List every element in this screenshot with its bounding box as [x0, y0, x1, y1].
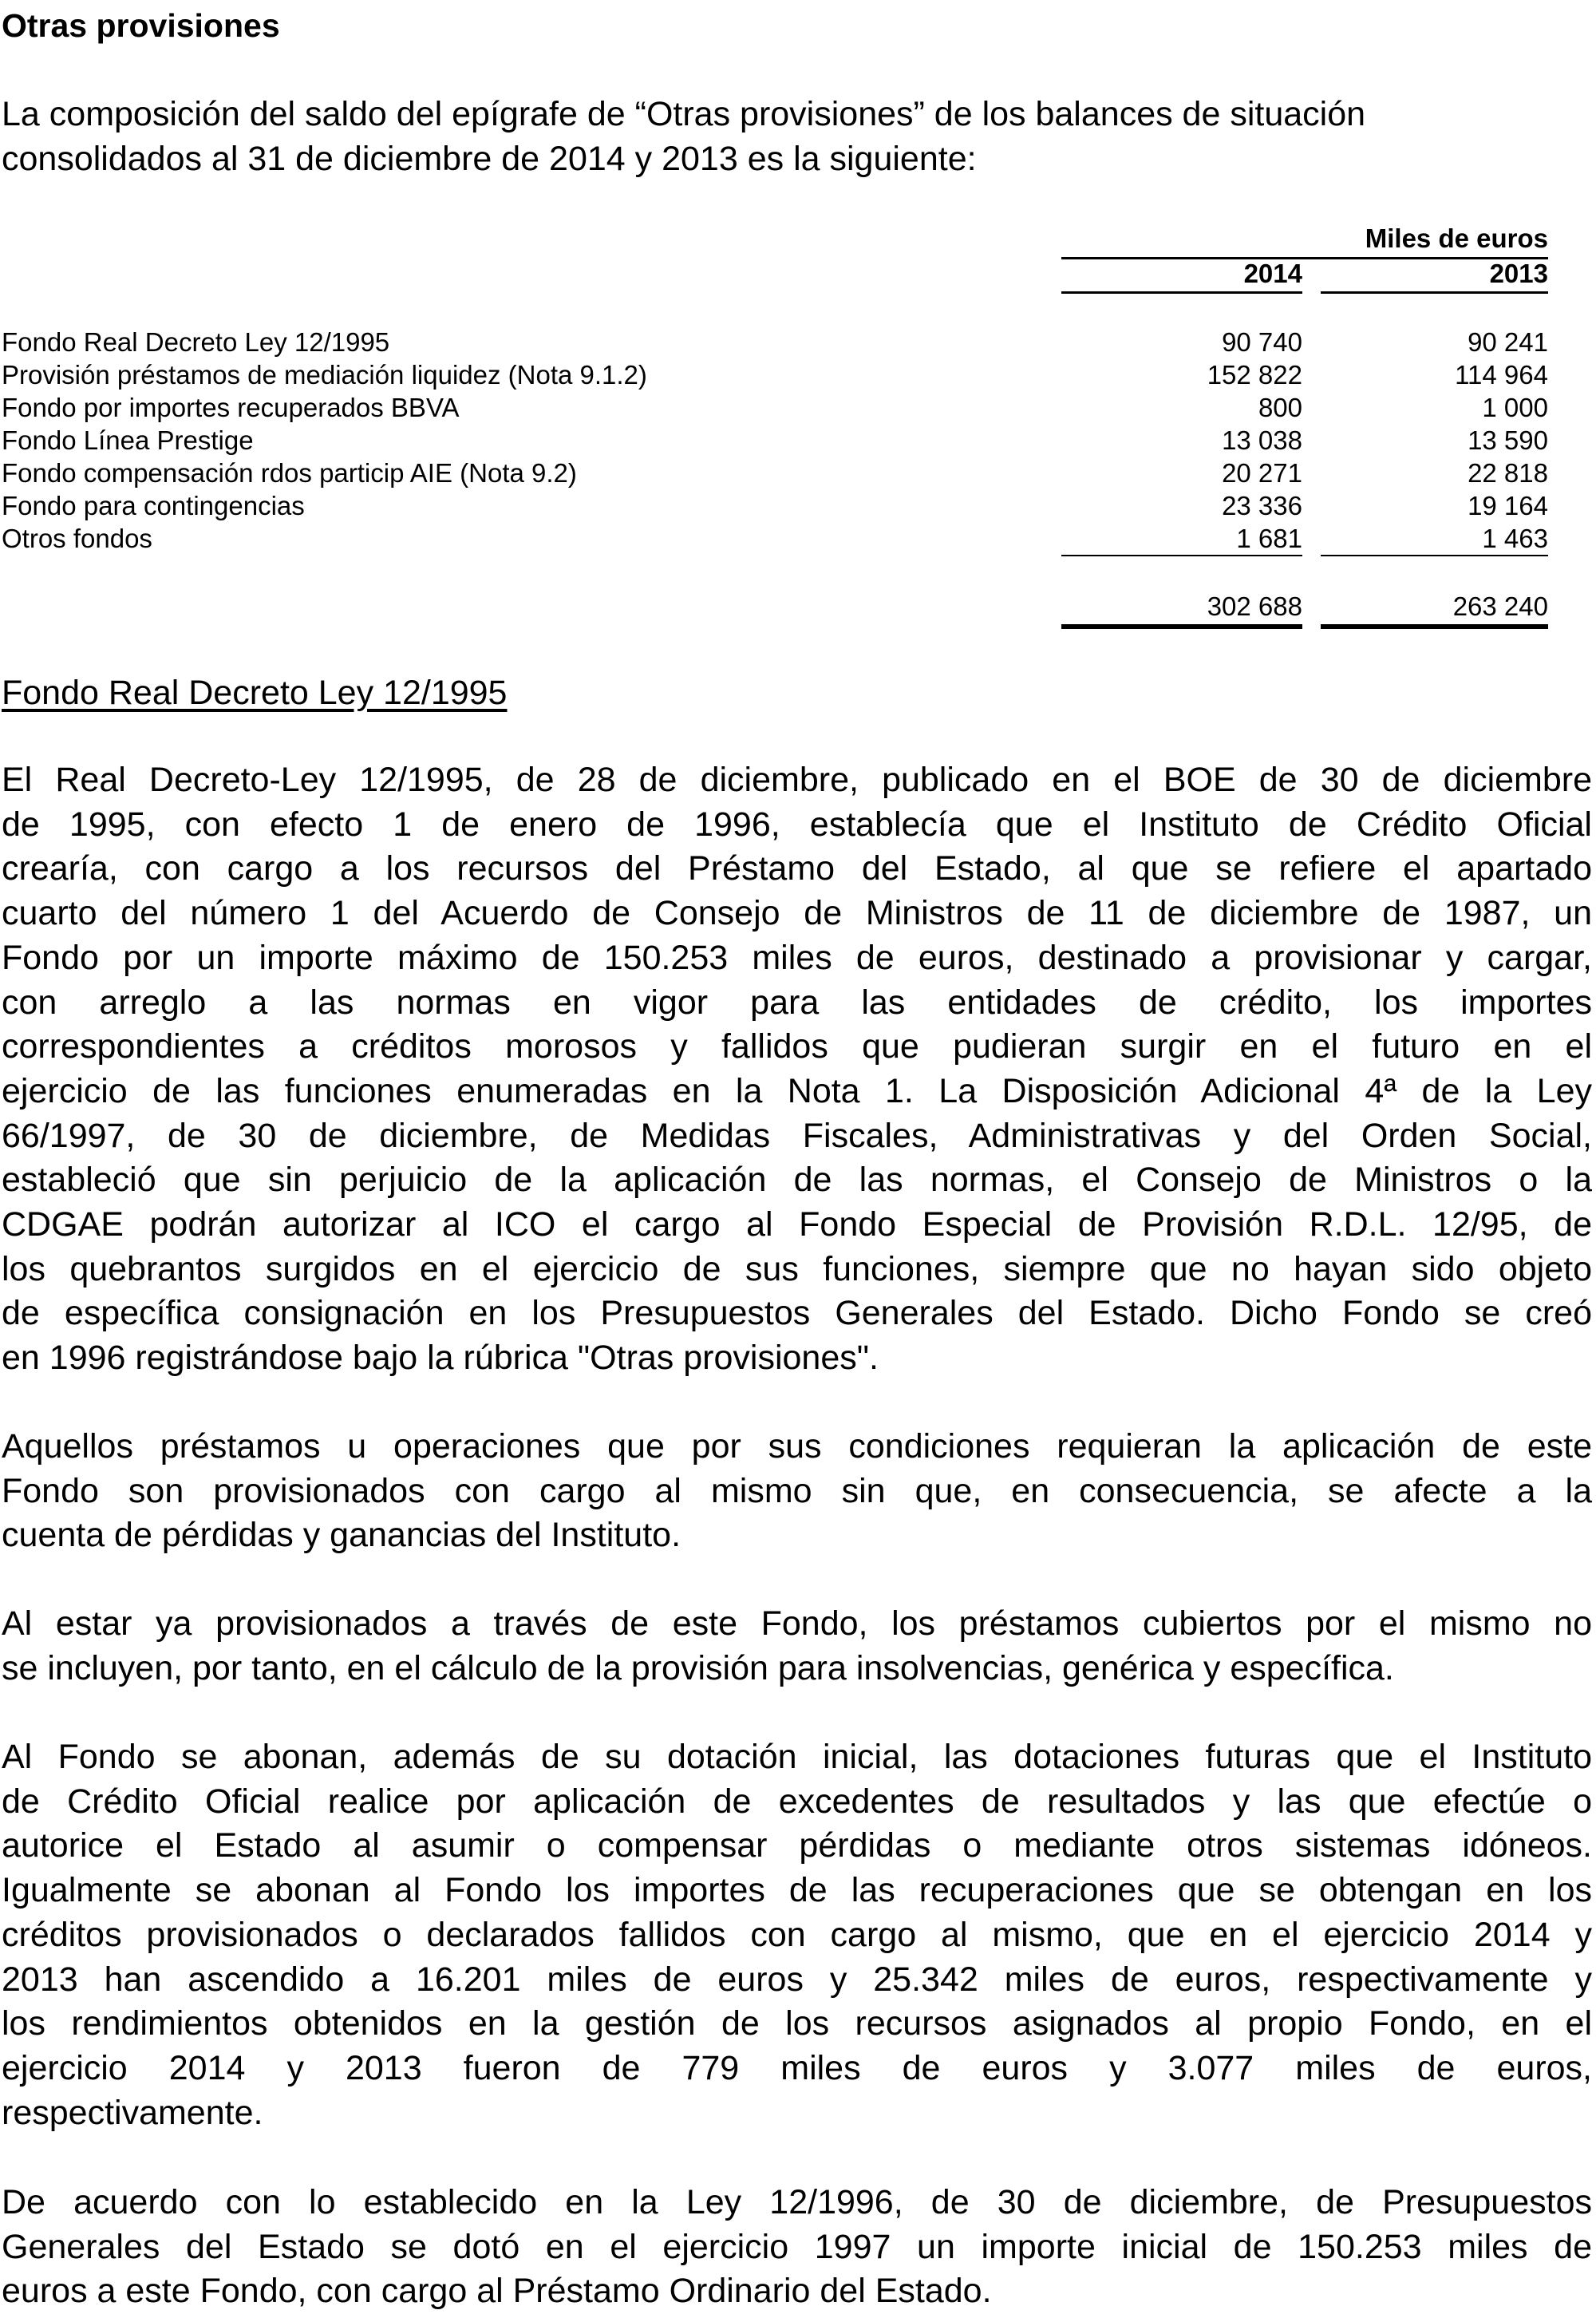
row-value-2013: 1 000 — [1482, 393, 1548, 422]
paragraph-line: Igualmente se abonan al Fondo los importes de las recuperaciones que se obtengan en los — [2, 1871, 1592, 1910]
row-label: Fondo Real Decreto Ley 12/1995 — [2, 327, 390, 357]
paragraph-line: cuarto del número 1 del Acuerdo de Consejo de Ministros de 11 de diciembre de 1987, un — [2, 894, 1592, 933]
paragraph-line: 2013 han ascendido a 16.201 miles de euros y 25.342 miles de euros, respectivamente y — [2, 1960, 1592, 1999]
intro-paragraph — [2, 92, 1594, 181]
paragraph-line: autorice el Estado al asumir o compensar pérdidas o mediante otros sistemas idóneos. — [2, 1826, 1592, 1865]
table-row — [0, 489, 1596, 522]
row-value-2014: 23 336 — [1222, 491, 1302, 520]
table-unit-header: Miles de euros — [1365, 223, 1548, 253]
paragraph-line: CDGAE podrán autorizar al ICO el cargo al Fondo Especial de Provisión R.D.L. 12/95, de — [2, 1205, 1592, 1244]
total-double-rule-2014 — [1061, 624, 1302, 629]
paragraph-line: respectivamente. — [2, 2093, 263, 2132]
paragraph-line: ejercicio 2014 y 2013 fueron de 779 miles de euros y 3.077 miles de euros, — [2, 2048, 1592, 2087]
table-row — [0, 522, 1596, 555]
subtotal-rule-2013 — [1321, 555, 1548, 556]
paragraph-line: Fondo son provisionados con cargo al mismo sin que, en consecuencia, se afecte a la — [2, 1471, 1592, 1510]
paragraph — [2, 758, 1592, 1381]
paragraph-line: de Crédito Oficial realice por aplicación de excedentes de resultados y las que efectúe o — [2, 1782, 1592, 1821]
paragraph-line: los quebrantos surgidos en el ejercicio de sus funciones, siempre que no hayan sido objeto — [2, 1249, 1592, 1288]
table-row — [0, 424, 1596, 457]
table-total-row — [0, 590, 1596, 623]
table-row — [0, 391, 1596, 424]
paragraph-line: 66/1997, de 30 de diciembre, de Medidas Fiscales, Administrativas y del Orden Social, — [2, 1116, 1592, 1155]
paragraph-line: de específica consignación en los Presupuestos Generales del Estado. Dicho Fondo se creó — [2, 1294, 1592, 1333]
row-value-2014: 20 271 — [1222, 458, 1302, 488]
row-value-2014: 800 — [1258, 393, 1302, 422]
paragraph-line: correspondientes a créditos morosos y fallidos que pudieran surgir en el futuro en el — [2, 1027, 1592, 1066]
paragraph — [2, 2181, 1592, 2314]
paragraph-line: se incluyen, por tanto, en el cálculo de la provisión para insolvencias, genérica y específica. — [2, 1648, 1394, 1687]
row-value-2013: 114 964 — [1455, 360, 1548, 390]
row-value-2013: 19 164 — [1468, 491, 1548, 520]
row-value-2014: 90 740 — [1222, 327, 1302, 357]
row-label: Fondo Línea Prestige — [2, 425, 254, 455]
paragraph-line: de 1995, con efecto 1 de enero de 1996, establecía que el Instituto de Crédito Oficial — [2, 805, 1592, 844]
subtotal-rule-2014 — [1061, 555, 1302, 556]
paragraph — [2, 1425, 1592, 1558]
paragraph-line: euros a este Fondo, con cargo al Préstamo Ordinario del Estado. — [2, 2272, 992, 2311]
paragraph — [2, 1602, 1592, 1691]
row-label: Provisión préstamos de mediación liquidez (Nota 9.1.2) — [2, 360, 647, 390]
paragraph-line: en 1996 registrándose bajo la rúbrica "Otras provisiones". — [2, 1339, 879, 1378]
row-value-2013: 22 818 — [1468, 458, 1548, 488]
row-value-2014: 13 038 — [1222, 425, 1302, 455]
total-value-2014: 302 688 — [1207, 591, 1302, 621]
row-label: Fondo para contingencias — [2, 491, 305, 520]
year-header-2013: 2013 — [1489, 259, 1548, 288]
table-row — [0, 358, 1596, 391]
intro-line: La composición del saldo del epígrafe de “Otras provisiones” de los balances de situación — [2, 95, 1366, 133]
subsection-title: Fondo Real Decreto Ley 12/1995 — [2, 674, 508, 712]
row-value-2014: 1 681 — [1236, 524, 1302, 553]
year-rule-2014 — [1061, 291, 1302, 294]
paragraph-line: crearía, con cargo a los recursos del Préstamo del Estado, al que se refiere el apartado — [2, 849, 1592, 888]
paragraph-line: los rendimientos obtenidos en la gestión de los recursos asignados al propio Fondo, en el — [2, 2004, 1592, 2043]
paragraph-line: con arreglo a las normas en vigor para las entidades de crédito, los importes — [2, 983, 1592, 1022]
table-row — [0, 457, 1596, 489]
paragraph-line: El Real Decreto-Ley 12/1995, de 28 de diciembre, publicado en el BOE de 30 de diciembre — [2, 761, 1592, 799]
year-rule-2013 — [1321, 291, 1548, 294]
paragraph-line: ejercicio de las funciones enumeradas en la Nota 1. La Disposición Adicional 4ª de la Ley — [2, 1071, 1592, 1110]
row-value-2013: 13 590 — [1468, 425, 1548, 455]
total-value-2013: 263 240 — [1452, 591, 1548, 621]
row-label: Fondo por importes recuperados BBVA — [2, 393, 460, 422]
paragraph-line: Al estar ya provisionados a través de este Fondo, los préstamos cubiertos por el mismo no — [2, 1604, 1592, 1643]
row-value-2013: 1 463 — [1482, 524, 1548, 553]
row-label: Otros fondos — [2, 524, 152, 553]
paragraph-line: cuenta de pérdidas y ganancias del Instituto. — [2, 1516, 681, 1555]
paragraph-line: créditos provisionados o declarados fallidos con cargo al mismo, que en el ejercicio 2014 y — [2, 1915, 1592, 1954]
year-header-2014: 2014 — [1243, 259, 1302, 288]
paragraph-line: Al Fondo se abonan, además de su dotación inicial, las dotaciones futuras que el Instituto — [2, 1738, 1592, 1776]
paragraph-line: De acuerdo con lo establecido en la Ley 12/1996, de 30 de diciembre, de Presupuestos — [2, 2183, 1592, 2221]
section-title: Otras provisiones — [2, 7, 280, 44]
paragraph — [2, 1735, 1592, 2135]
intro-line: consolidados al 31 de diciembre de 2014 y 2013 es la siguiente: — [2, 140, 977, 178]
table-row — [0, 326, 1596, 358]
paragraph-line: Generales del Estado se dotó en el ejercicio 1997 un importe inicial de 150.253 miles de — [2, 2227, 1592, 2266]
paragraph-line: Fondo por un importe máximo de 150.253 miles de euros, destinado a provisionar y cargar, — [2, 938, 1592, 977]
paragraph-line: estableció que sin perjuicio de la aplicación de las normas, el Consejo de Ministros o la — [2, 1161, 1592, 1200]
total-double-rule-2013 — [1321, 624, 1548, 629]
row-value-2014: 152 822 — [1207, 360, 1302, 390]
row-value-2013: 90 241 — [1468, 327, 1548, 357]
row-label: Fondo compensación rdos particip AIE (Nota 9.2) — [2, 458, 577, 488]
paragraph-line: Aquellos préstamos u operaciones que por sus condiciones requieran la aplicación de este — [2, 1427, 1592, 1466]
